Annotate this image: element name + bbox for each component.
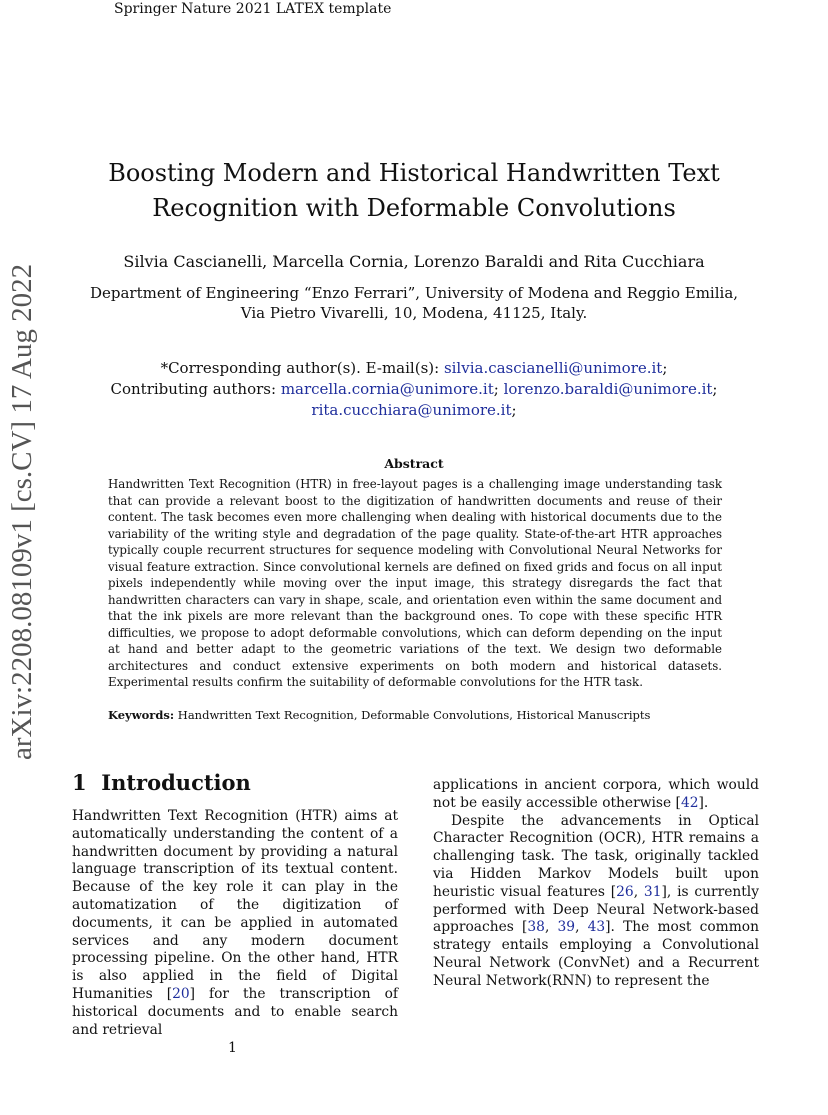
corresponding-line bbox=[60, 358, 768, 379]
contributing-line-2 bbox=[60, 400, 768, 421]
correspondence bbox=[60, 358, 768, 421]
paragraph-text: applications in ancient corpora, which would not be easily accessible otherwise bbox=[433, 777, 759, 811]
contributing-email-link-2[interactable]: lorenzo.baraldi@unimore.it bbox=[503, 380, 713, 398]
running-head bbox=[114, 0, 391, 18]
section-number: 1 bbox=[72, 770, 87, 795]
running-head-prefix: Springer Nature 2021 bbox=[114, 1, 276, 17]
citation-link[interactable]: 42 bbox=[680, 794, 699, 811]
keywords-label: Keywords: bbox=[108, 708, 175, 722]
citation-link[interactable]: 39 bbox=[557, 919, 576, 936]
paper-title bbox=[60, 156, 768, 226]
affiliation bbox=[60, 283, 768, 323]
corresponding-label: *Corresponding author(s). E-mail(s): bbox=[160, 359, 444, 377]
contributing-line bbox=[60, 379, 768, 400]
abstract-heading: Abstract bbox=[384, 456, 444, 471]
citation-link[interactable]: 43 bbox=[587, 919, 606, 936]
keywords bbox=[108, 707, 722, 723]
contributing-email-link-3[interactable]: rita.cucchiara@unimore.it bbox=[311, 401, 512, 419]
separator: ; bbox=[662, 359, 668, 377]
paragraph-text: for the transcription of historical documents and to enable search and retrieval bbox=[72, 985, 398, 1038]
arxiv-identifier[interactable]: arXiv:2208.08109v1 [cs.CV] 17 Aug 2022 bbox=[6, 263, 38, 760]
separator: ; bbox=[712, 380, 718, 398]
abstract-body: Handwritten Text Recognition (HTR) in free-layout pages is a challenging image understanding task that can provide a relevant boost to the digitization of handwritten documents and reuse of their content. The task becomes even more challenging when dealing with historical documents due to the variability of the writing style and degradation of the page quality. State-of-the-art HTR approaches typically couple recurrent structures for sequence modeling with Convolutional Neural Networks for visual feature extraction. Since convolutional kernels are defined on fixed grids and focus on all input pixels independently while moving over the input image, this strategy disregards the fact that handwritten characters can vary in shape, scale, and orientation even within the same document and that the ink pixels are more relevant than the background ones. To cope with these specific HTR difficulties, we propose to adopt deformable convolutions, which can deform depending on the input at hand and better adapt to the geometric variations of the text. We design two deformable architectures and conduct extensive experiments on both modern and historical datasets. Experimental results confirm the suitability of deformable convolutions for the HTR task. bbox=[108, 477, 722, 689]
corresponding-email-link[interactable]: silvia.cascianelli@unimore.it bbox=[443, 359, 663, 377]
separator: ; bbox=[493, 380, 504, 398]
paragraph-text: . The most common strategy entails employing a Convolutional Neural Network (ConvNet) and a Recurrent Neural Network(RNN) to represent the bbox=[433, 919, 759, 989]
contributing-email-link-1[interactable]: marcella.cornia@unimore.it bbox=[280, 380, 494, 398]
latex-logo: LATEX bbox=[275, 1, 325, 17]
affiliation-line-2: Via Pietro Vivarelli, 10, Modena, 41125, Italy. bbox=[240, 304, 588, 322]
citation-link[interactable]: 31 bbox=[643, 883, 662, 900]
page-number: 1 bbox=[228, 1040, 237, 1056]
intro-paragraph-1-cont: applications in ancient corpora, which would not be easily accessible otherwise [42]. bbox=[433, 777, 759, 811]
citation-link[interactable]: 26 bbox=[616, 883, 634, 900]
left-column bbox=[72, 808, 398, 1039]
citation-link[interactable]: 38 bbox=[527, 919, 545, 936]
title-line-1: Boosting Modern and Historical Handwritten Text bbox=[108, 159, 720, 187]
section-heading bbox=[72, 769, 251, 797]
keywords-text: Handwritten Text Recognition, Deformable Convolutions, Historical Manuscripts bbox=[177, 708, 651, 722]
citation-link[interactable]: 20 bbox=[172, 985, 190, 1002]
contributing-label: Contributing authors: bbox=[110, 380, 281, 398]
paragraph-text: , is currently performed with Deep Neural Network-based approaches bbox=[433, 883, 759, 936]
intro-paragraph-1: Handwritten Text Recognition (HTR) aims at automatically understanding the content of a handwritten document by providing a natural language transcription of its textual content. Because of the key role it can play in the automatization of the digitization of documents, it can be applied in automated services and any modern document processing pipeline. On the other hand, HTR is also applied in the field of Digital Humanities [20] for the transcription of historical documents and to enable search and retrieval bbox=[72, 808, 398, 1038]
right-column bbox=[433, 777, 759, 991]
separator: ; bbox=[511, 401, 517, 419]
author-list: Silvia Cascianelli, Marcella Cornia, Lorenzo Baraldi and Rita Cucchiara bbox=[123, 252, 705, 271]
affiliation-line-1: Department of Engineering “Enzo Ferrari”, University of Modena and Reggio Emilia, bbox=[89, 284, 739, 302]
paragraph-text: Handwritten Text Recognition (HTR) aims at automatically understanding the content of a handwritten document by providing a natural language transcription of its textual content. Because of the key role it can play in the automatization of the digitization of documents, it can be applied in automated services and any modern document processing pipeline. On the other hand, HTR is also applied in the field of Digital Humanities bbox=[72, 808, 398, 1002]
title-line-2: Recognition with Deformable Convolutions bbox=[152, 194, 676, 222]
paragraph-text: Despite the advancements in Optical Character Recognition (OCR), HTR remains a challenging task. The task, originally tackled via Hidden Markov Models built upon heuristic visual features bbox=[433, 812, 759, 900]
section-title: Introduction bbox=[101, 770, 251, 795]
running-head-suffix: template bbox=[324, 1, 392, 17]
intro-paragraph-2: Despite the advancements in Optical Character Recognition (OCR), HTR remains a challenging task. The task, originally tackled via Hidden Markov Models built upon heuristic visual features [26, 31], is currently performed with Deep Neural Network-based approaches [38, 39, 43]. The most common strategy entails employing a Convolutional Neural Network (ConvNet) and a Recurrent Neural Network(RNN) to represent the bbox=[433, 812, 759, 989]
